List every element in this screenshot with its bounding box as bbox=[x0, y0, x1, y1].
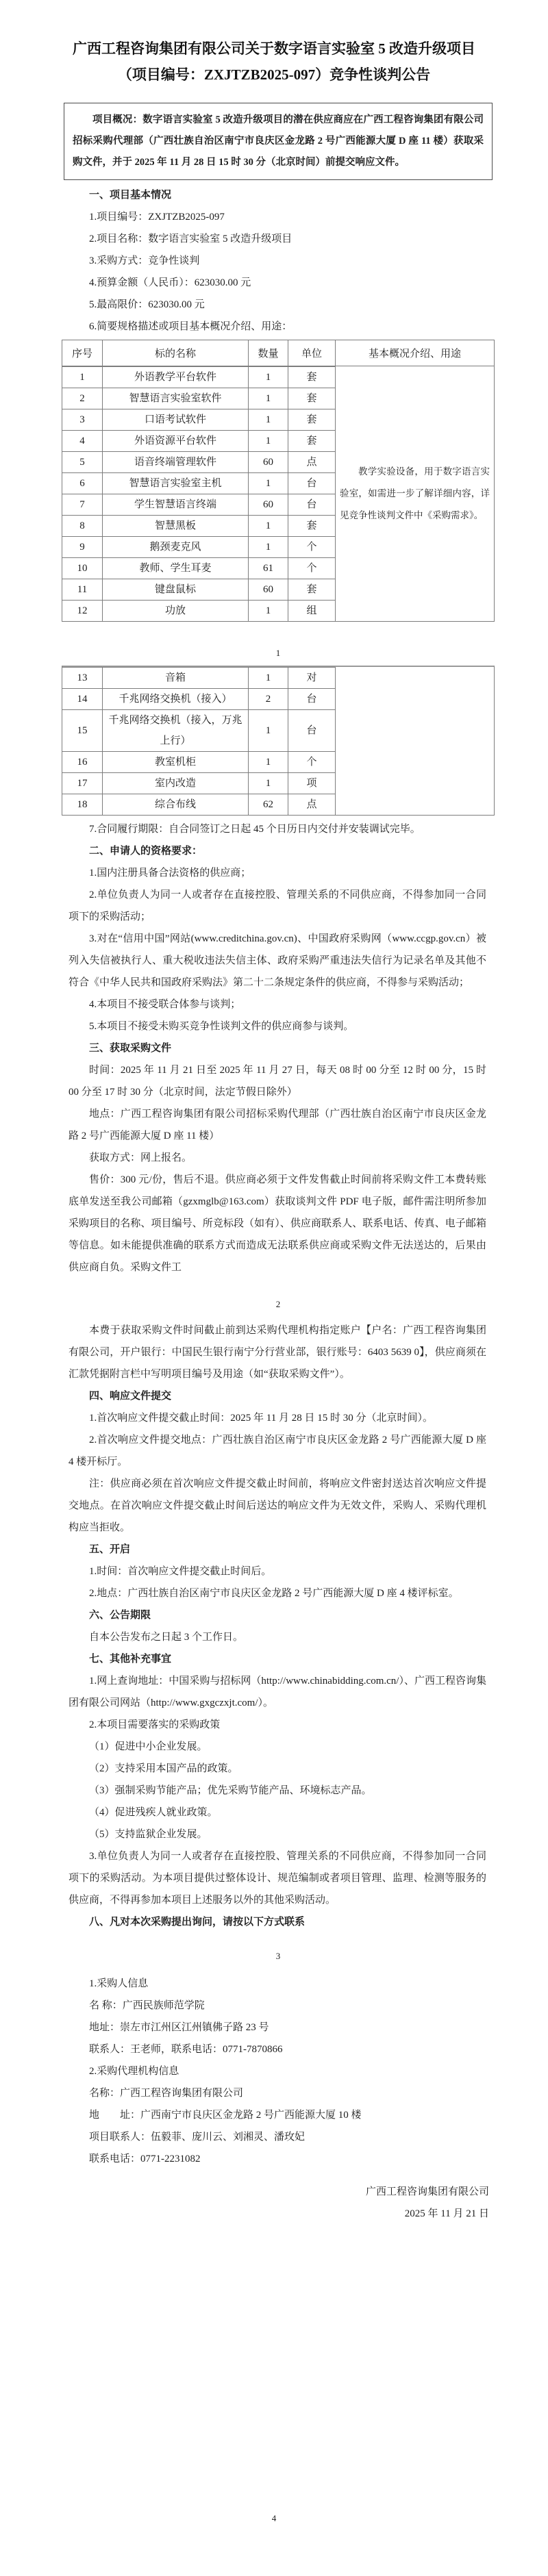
para-online-address: 1.网上查询地址：中国采购与招标网（http://www.chinabidding.com.cn/）、广西工程咨询集团有限公司网站（http://www.gxgczxjt.com/）。 bbox=[68, 1676, 486, 1708]
cell-unit: 对 bbox=[288, 668, 335, 688]
cell-no: 7 bbox=[79, 499, 85, 510]
cell-name: 外语教学平台软件 bbox=[102, 367, 248, 388]
para-doc-place: 地点：广西工程咨询集团有限公司招标采购代理部（广西壮族自治区南宁市良庆区金龙路 2 号广西能源大厦 D 座 11 楼） bbox=[68, 1109, 486, 1141]
cell-name: 智慧语言实验室软件 bbox=[102, 388, 248, 409]
cell-name: 语音终端管理软件 bbox=[102, 452, 248, 472]
cell-name: 外语资源平台软件 bbox=[102, 431, 248, 451]
para-policy-4: （4）促进残疾人就业政策。 bbox=[89, 1807, 218, 1818]
cell-unit: 套 bbox=[288, 409, 335, 430]
cell-no: 5 bbox=[79, 457, 85, 468]
cell-unit: 台 bbox=[288, 689, 335, 709]
col-header-unit: 单位 bbox=[288, 340, 335, 366]
cell-no: 4 bbox=[79, 435, 85, 446]
cell-no: 8 bbox=[79, 520, 85, 531]
cell-name: 教师、学生耳麦 bbox=[102, 558, 248, 579]
cell-name: 千兆网络交换机（接入，万兆上行） bbox=[102, 710, 248, 751]
para-project-number: 1.项目编号：ZXJTZB2025-097 bbox=[89, 212, 225, 223]
para-response-note: 注：供应商必须在首次响应文件提交截止时间前，将响应文件密封送达首次响应文件提交地点。在首次响应文件提交截止时间后送达的响应文件为无效文件，采购人、采购代理机构应当拒收。 bbox=[68, 1478, 486, 1533]
table-row bbox=[62, 751, 335, 772]
cell-qty: 62 bbox=[248, 794, 288, 815]
para-announcement-period: 自本公告发布之日起 3 个工作日。 bbox=[89, 1632, 244, 1643]
col-header-desc: 基本概况介绍、用途 bbox=[335, 340, 494, 366]
cell-name: 综合布线 bbox=[102, 794, 248, 815]
table-row bbox=[62, 667, 335, 688]
cell-qty: 1 bbox=[248, 367, 288, 388]
para-doc-price-part1: 售价：300 元/份，售后不退。供应商必须于文件发售截止时间前将采购文件工本费转账底单发送至我公司邮箱（gzxmglb@163.com）获取谈判文件 PDF 电子版，邮件需注明所参加采购项目的名称、项目编号、所竞标段（如有）、供应商联系人、联系电话、传真、电子邮箱等信息。如未能提供准确的联系方式而造成无法联系供应商或采购文件无法送达的，后果由供应商自负。采购文件工 bbox=[68, 1174, 486, 1273]
page-number-4: 4 bbox=[271, 2513, 277, 2523]
cell-no: 18 bbox=[77, 799, 88, 810]
para-price-cap: 5.最高限价：623030.00 元 bbox=[89, 299, 205, 310]
col-header-no: 序号 bbox=[71, 349, 92, 359]
item-rows-page1 bbox=[62, 366, 335, 621]
cell-qty: 1 bbox=[248, 601, 288, 621]
table-row bbox=[62, 366, 335, 388]
cell-unit: 套 bbox=[288, 367, 335, 388]
cell-name: 口语考试软件 bbox=[102, 409, 248, 430]
para-supplement-3: 3.单位负责人为同一人或者存在直接控股、管理关系的不同供应商，不得参加同一合同项下的采购活动。为本项目提供过整体设计、规范编制或者项目管理、监理、检测等服务的供应商，不得再参加本项目上述服务以外的其他采购活动。 bbox=[68, 1851, 486, 1906]
cell-unit: 套 bbox=[288, 431, 335, 451]
cell-no: 3 bbox=[79, 414, 85, 425]
para-qualification-4: 4.本项目不接受联合体参与谈判； bbox=[89, 999, 241, 1010]
items-table-page2 bbox=[62, 666, 495, 816]
page-number-3: 3 bbox=[275, 1951, 281, 1961]
cell-no: 2 bbox=[79, 393, 85, 404]
table-row bbox=[62, 515, 335, 536]
title-line-2: （项目编号：ZXJTZB2025-097）竞争性谈判公告 bbox=[117, 66, 431, 83]
signature-company: 广西工程咨询集团有限公司 bbox=[365, 2186, 489, 2197]
table-row bbox=[62, 472, 335, 494]
cell-unit: 台 bbox=[288, 473, 335, 494]
heading-section-3: 三、获取采购文件 bbox=[89, 1043, 172, 1054]
table-row bbox=[62, 536, 335, 557]
cell-unit: 套 bbox=[288, 579, 335, 600]
para-policy-intro: 2.本项目需要落实的采购政策 bbox=[89, 1719, 221, 1730]
col-header-name: 标的名称 bbox=[102, 340, 248, 366]
cell-no: 11 bbox=[77, 584, 88, 595]
cell-qty: 60 bbox=[248, 494, 288, 515]
desc-text: 教学实验设备，用于数字语言实验室，如需进一步了解详细内容，详见竞争性谈判文件中《采购需求》。 bbox=[340, 466, 490, 520]
cell-no: 12 bbox=[77, 605, 88, 616]
cell-qty: 1 bbox=[248, 473, 288, 494]
cell-name: 智慧语言实验室主机 bbox=[102, 473, 248, 494]
overview-text: 项目概况：数字语言实验室 5 改造升级项目的潜在供应商应在广西工程咨询集团有限公司招标采购代理部（广西壮族自治区南宁市良庆区金龙路 2 号广西能源大厦 D 座 11 楼）获取采购文件，并于 2025 年 11 月 28 日 15 时 30 分（北京时间）前提交响应文件。 bbox=[73, 114, 484, 168]
cell-name: 千兆网络交换机（接入） bbox=[102, 689, 248, 709]
para-qualification-1: 1.国内注册具备合法资格的供应商； bbox=[89, 868, 251, 879]
cell-unit: 台 bbox=[288, 494, 335, 515]
cell-unit: 项 bbox=[288, 773, 335, 794]
cell-unit: 组 bbox=[288, 601, 335, 621]
para-qualification-3: 3.对在“信用中国”网站(www.creditchina.gov.cn)、中国政府采购网（www.ccgp.gov.cn）被列入失信被执行人、重大税收违法失信主体、政府采购严重违法失信行为记录名单及其他不符合《中华人民共和国政府采购法》第二十二条规定条件的供应商，不得参与采购活动； bbox=[68, 933, 486, 988]
cell-no: 14 bbox=[77, 694, 88, 705]
cell-no: 9 bbox=[79, 542, 85, 553]
cell-qty: 60 bbox=[248, 579, 288, 600]
table-row bbox=[62, 600, 335, 621]
cell-no: 16 bbox=[77, 757, 88, 768]
cell-name: 键盘鼠标 bbox=[102, 579, 248, 600]
para-policy-5: （5）支持监狱企业发展。 bbox=[89, 1829, 208, 1840]
cell-qty: 1 bbox=[248, 710, 288, 751]
para-procurement-method: 3.采购方式：竞争性谈判 bbox=[89, 255, 200, 266]
cell-name: 学生智慧语言终端 bbox=[102, 494, 248, 515]
cell-qty: 1 bbox=[248, 409, 288, 430]
para-purchaser-name: 名 称：广西民族师范学院 bbox=[89, 2000, 205, 2011]
para-policy-2: （2）支持采用本国产品的政策。 bbox=[89, 1763, 238, 1774]
table-row bbox=[62, 772, 335, 794]
cell-unit: 个 bbox=[288, 752, 335, 772]
para-purchaser-address: 地址：崇左市江州区江州镇佛子路 23 号 bbox=[89, 2022, 269, 2033]
cell-name: 室内改造 bbox=[102, 773, 248, 794]
cell-qty: 60 bbox=[248, 452, 288, 472]
cell-name: 教室机柜 bbox=[102, 752, 248, 772]
table-row bbox=[62, 388, 335, 409]
heading-purchaser-info: 1.采购人信息 bbox=[89, 1978, 149, 1989]
table-header-row bbox=[62, 340, 494, 366]
heading-section-2: 二、申请人的资格要求： bbox=[89, 846, 203, 857]
cell-no: 17 bbox=[77, 778, 88, 789]
para-spec-intro: 6.简要规格描述或项目基本概况介绍、用途： bbox=[89, 321, 292, 332]
para-purchaser-contact: 联系人：王老师，联系电话：0771-7870866 bbox=[89, 2044, 283, 2055]
cell-no: 15 bbox=[77, 725, 88, 736]
desc-merged-cell bbox=[335, 366, 494, 621]
table-row bbox=[62, 709, 335, 751]
cell-no: 13 bbox=[77, 672, 88, 683]
item-rows-page2 bbox=[62, 667, 335, 815]
cell-no: 1 bbox=[79, 372, 85, 383]
table-body bbox=[62, 366, 494, 621]
table-row bbox=[62, 579, 335, 600]
para-agency-name: 名称：广西工程咨询集团有限公司 bbox=[89, 2088, 244, 2099]
cell-unit: 点 bbox=[288, 794, 335, 815]
cell-unit: 个 bbox=[288, 537, 335, 557]
para-agency-contacts: 项目联系人：伍毅菲、庞川云、刘湘灵、潘玫妃 bbox=[89, 2132, 306, 2143]
cell-qty: 1 bbox=[248, 516, 288, 536]
cell-no: 6 bbox=[79, 478, 85, 489]
table-row bbox=[62, 794, 335, 815]
desc-merged-cell-empty bbox=[335, 667, 494, 815]
table-body-page2 bbox=[62, 667, 494, 815]
cell-name: 鹅颈麦克风 bbox=[102, 537, 248, 557]
cell-name: 智慧黑板 bbox=[102, 516, 248, 536]
cell-unit: 点 bbox=[288, 452, 335, 472]
cell-unit: 套 bbox=[288, 388, 335, 409]
cell-name: 功放 bbox=[102, 601, 248, 621]
table-row bbox=[62, 409, 335, 430]
cell-no: 10 bbox=[77, 563, 88, 574]
overview-box bbox=[64, 103, 493, 180]
table-row bbox=[62, 430, 335, 451]
para-contract-period: 7.合同履行期限：自合同签订之日起 45 个日历日内交付并安装调试完毕。 bbox=[89, 824, 421, 835]
para-response-deadline: 1.首次响应文件提交截止时间：2025 年 11 月 28 日 15 时 30 分（北京时间）。 bbox=[89, 1413, 433, 1424]
heading-section-6: 六、公告期限 bbox=[89, 1610, 151, 1621]
cell-qty: 2 bbox=[248, 689, 288, 709]
cell-qty: 1 bbox=[248, 388, 288, 409]
cell-qty: 1 bbox=[248, 537, 288, 557]
heading-section-1: 一、项目基本情况 bbox=[89, 190, 172, 201]
document-body bbox=[0, 103, 548, 2225]
para-doc-price-part2: 本费于获取采购文件时间截止前到达采购代理机构指定账户【户名：广西工程咨询集团有限公司，开户银行：中国民生银行南宁分行营业部，银行账号：6403 5639 0】，供应商须在汇款凭据附言栏中写明项目编号及用途（如“获取采购文件”）。 bbox=[68, 1325, 486, 1380]
cell-unit: 套 bbox=[288, 516, 335, 536]
para-policy-3: （3）强制采购节能产品；优先采购节能产品、环境标志产品。 bbox=[89, 1785, 372, 1796]
page-number-2: 2 bbox=[275, 1299, 281, 1309]
items-table-page1 bbox=[62, 340, 495, 622]
table-row bbox=[62, 688, 335, 709]
table-row bbox=[62, 451, 335, 472]
para-qualification-2: 2.单位负责人为同一人或者存在直接控股、管理关系的不同供应商，不得参加同一合同项下的采购活动； bbox=[68, 889, 486, 922]
para-policy-1: （1）促进中小企业发展。 bbox=[89, 1741, 208, 1752]
heading-section-4: 四、响应文件提交 bbox=[89, 1391, 172, 1402]
para-doc-time: 时间：2025 年 11 月 21 日至 2025 年 11 月 27 日，每天 08 时 00 分至 12 时 00 分，15 时 00 分至 17 时 30 分（北京时间，法定节假日除外） bbox=[68, 1065, 486, 1098]
table-row bbox=[62, 557, 335, 579]
para-budget: 4.预算金额（人民币）：623030.00 元 bbox=[89, 277, 251, 288]
cell-unit: 台 bbox=[288, 710, 335, 751]
cell-name: 音箱 bbox=[102, 668, 248, 688]
para-project-name: 2.项目名称：数字语言实验室 5 改造升级项目 bbox=[89, 233, 292, 244]
para-agency-phone: 联系电话：0771-2231082 bbox=[89, 2154, 201, 2164]
para-opening-place: 2.地点：广西壮族自治区南宁市良庆区金龙路 2 号广西能源大厦 D 座 4 楼评标室。 bbox=[89, 1588, 459, 1599]
para-qualification-5: 5.本项目不接受未购买竞争性谈判文件的供应商参与谈判。 bbox=[89, 1021, 354, 1032]
heading-agency-info: 2.采购代理机构信息 bbox=[89, 2066, 179, 2077]
cell-qty: 1 bbox=[248, 752, 288, 772]
document-title bbox=[0, 36, 548, 88]
table-row bbox=[62, 494, 335, 515]
page-number-1: 1 bbox=[275, 648, 281, 658]
cell-unit: 个 bbox=[288, 558, 335, 579]
para-opening-time: 1.时间：首次响应文件提交截止时间后。 bbox=[89, 1566, 272, 1577]
para-response-place: 2.首次响应文件提交地点：广西壮族自治区南宁市良庆区金龙路 2 号广西能源大厦 D 座 4 楼开标厅。 bbox=[68, 1435, 486, 1467]
col-header-qty: 数量 bbox=[248, 340, 288, 366]
heading-section-5: 五、开启 bbox=[89, 1544, 131, 1555]
para-doc-method: 获取方式：网上报名。 bbox=[89, 1152, 192, 1163]
para-agency-address: 地 址：广西南宁市良庆区金龙路 2 号广西能源大厦 10 楼 bbox=[89, 2110, 362, 2121]
cell-qty: 61 bbox=[248, 558, 288, 579]
heading-section-7: 七、其他补充事宜 bbox=[89, 1654, 172, 1665]
cell-qty: 1 bbox=[248, 668, 288, 688]
title-line-1: 广西工程咨询集团有限公司关于数字语言实验室 5 改造升级项目 bbox=[73, 40, 475, 57]
cell-qty: 1 bbox=[248, 431, 288, 451]
signature-date: 2025 年 11 月 21 日 bbox=[404, 2208, 489, 2219]
heading-section-8: 八、凡对本次采购提出询问，请按以下方式联系 bbox=[89, 1917, 306, 1928]
cell-qty: 1 bbox=[248, 773, 288, 794]
